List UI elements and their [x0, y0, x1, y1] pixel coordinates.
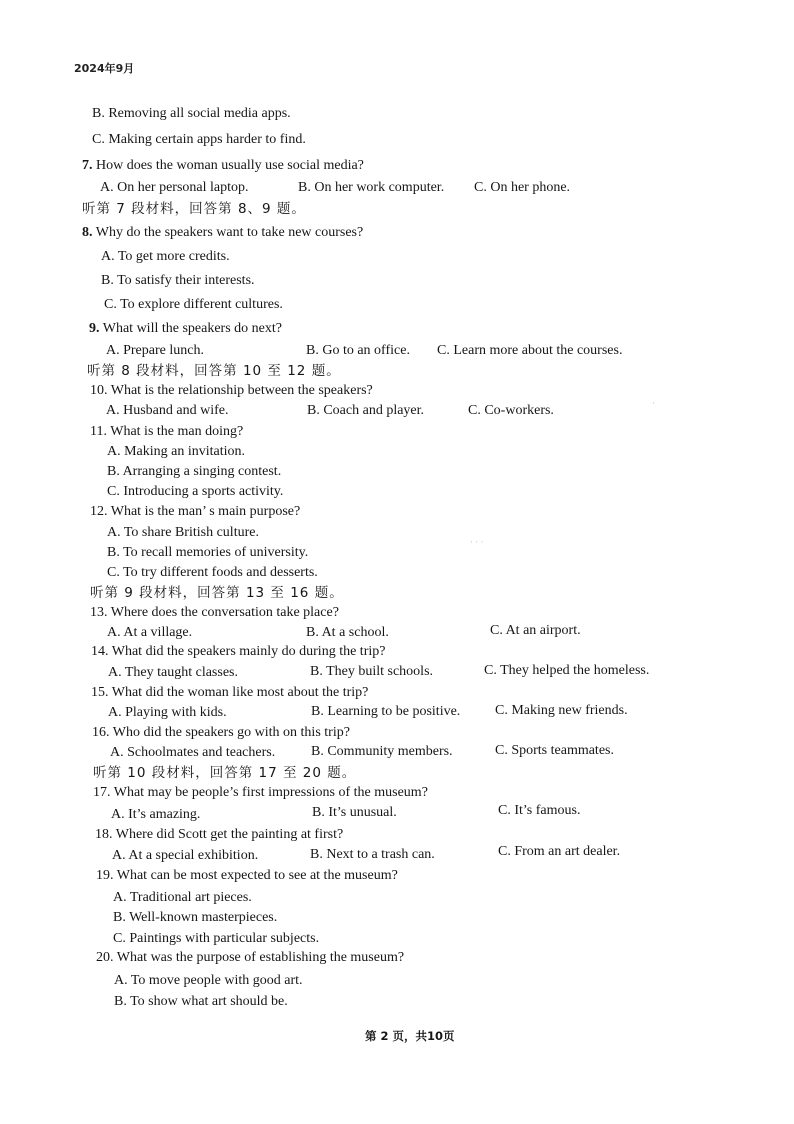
- question-7: [82, 157, 364, 175]
- question-8-number: 8.: [82, 225, 93, 240]
- question-14-text: What did the speakers mainly do during the trip?: [111, 644, 386, 659]
- option-15b: B. Learning to be positive.: [311, 704, 461, 719]
- option-11b: B. Arranging a singing contest.: [107, 464, 282, 479]
- option-20b: B. To show what art should be.: [114, 994, 288, 1009]
- section-heading-7: 听第 7 段材料，回答第 8、9 题。: [82, 201, 306, 217]
- question-10-number: 10.: [90, 383, 108, 398]
- option-13c: C. At an airport.: [490, 623, 581, 638]
- question-7-number: 7.: [82, 158, 93, 173]
- option-14c: C. They helped the homeless.: [484, 663, 650, 678]
- option-17c: C. It’s famous.: [498, 803, 581, 818]
- question-12-text: What is the man’ s main purpose?: [110, 504, 301, 519]
- question-17-number: 17.: [93, 785, 111, 800]
- option-19b: B. Well-known masterpieces.: [113, 910, 278, 925]
- option-17b: B. It’s unusual.: [312, 805, 397, 820]
- option-8a: A. To get more credits.: [101, 249, 230, 264]
- question-17-text: What may be people’s first impressions of the museum?: [113, 785, 428, 800]
- option-6c: C. Making certain apps harder to find.: [92, 132, 306, 147]
- question-20: [96, 949, 404, 967]
- question-7-text: How does the woman usually use social media?: [96, 158, 364, 173]
- page-date-header: 2024年9月: [74, 62, 135, 75]
- scan-speck: · · ·: [470, 537, 484, 547]
- question-12: [90, 503, 300, 521]
- question-11-number: 11.: [90, 424, 107, 439]
- option-12b: B. To recall memories of university.: [107, 545, 309, 560]
- option-9b: B. Go to an office.: [306, 343, 410, 358]
- question-10-text: What is the relationship between the speakers?: [110, 383, 373, 398]
- question-14: [91, 643, 385, 661]
- option-7c: C. On her phone.: [474, 180, 571, 195]
- question-9-text: What will the speakers do next?: [102, 321, 282, 336]
- section-heading-10: 听第 10 段材料，回答第 17 至 20 题。: [93, 765, 357, 781]
- scan-speck: ·: [652, 398, 655, 408]
- option-14a: A. They taught classes.: [108, 665, 238, 680]
- option-12a: A. To share British culture.: [107, 525, 259, 540]
- option-16b: B. Community members.: [311, 744, 453, 759]
- question-16-text: Who did the speakers go with on this trip?: [112, 725, 350, 740]
- option-15c: C. Making new friends.: [495, 703, 628, 718]
- option-9a: A. Prepare lunch.: [106, 343, 204, 358]
- question-13-number: 13.: [90, 605, 108, 620]
- option-6b: B. Removing all social media apps.: [92, 106, 291, 121]
- option-10b: B. Coach and player.: [307, 403, 425, 418]
- question-14-number: 14.: [91, 644, 109, 659]
- option-18b: B. Next to a trash can.: [310, 847, 435, 862]
- question-16-number: 16.: [92, 725, 110, 740]
- question-20-number: 20.: [96, 950, 114, 965]
- section-heading-8: 听第 8 段材料，回答第 10 至 12 题。: [87, 363, 341, 379]
- option-11c: C. Introducing a sports activity.: [107, 484, 284, 499]
- question-15: [91, 684, 368, 702]
- question-8-text: Why do the speakers want to take new courses?: [95, 225, 364, 240]
- question-10: [90, 382, 373, 400]
- question-9: [89, 320, 282, 338]
- question-9-number: 9.: [89, 321, 100, 336]
- option-19a: A. Traditional art pieces.: [113, 890, 252, 905]
- page-number-footer: 第 2 页，共10页: [365, 1029, 455, 1043]
- question-19-number: 19.: [96, 868, 114, 883]
- option-13b: B. At a school.: [306, 625, 389, 640]
- option-7a: A. On her personal laptop.: [100, 180, 249, 195]
- option-12c: C. To try different foods and desserts.: [107, 565, 318, 580]
- option-13a: A. At a village.: [107, 625, 193, 640]
- question-19: [96, 867, 398, 885]
- question-15-number: 15.: [91, 685, 109, 700]
- question-13-text: Where does the conversation take place?: [110, 605, 339, 620]
- question-18-text: Where did Scott get the painting at first?: [115, 827, 344, 842]
- option-15a: A. Playing with kids.: [108, 705, 227, 720]
- question-20-text: What was the purpose of establishing the museum?: [116, 950, 405, 965]
- option-20a: A. To move people with good art.: [114, 973, 303, 988]
- option-16c: C. Sports teammates.: [495, 743, 614, 758]
- option-14b: B. They built schools.: [310, 664, 434, 679]
- question-15-text: What did the woman like most about the trip?: [111, 685, 369, 700]
- question-11-text: What is the man doing?: [110, 424, 244, 439]
- question-18: [95, 826, 343, 844]
- question-17: [93, 784, 428, 802]
- option-17a: A. It’s amazing.: [111, 807, 201, 822]
- option-18c: C. From an art dealer.: [498, 844, 621, 859]
- question-12-number: 12.: [90, 504, 108, 519]
- question-19-text: What can be most expected to see at the museum?: [116, 868, 398, 883]
- option-8c: C. To explore different cultures.: [104, 297, 283, 312]
- section-heading-9: 听第 9 段材料，回答第 13 至 16 题。: [90, 585, 344, 601]
- question-13: [90, 604, 339, 622]
- option-18a: A. At a special exhibition.: [112, 848, 259, 863]
- question-11: [90, 423, 243, 441]
- option-19c: C. Paintings with particular subjects.: [113, 931, 320, 946]
- question-18-number: 18.: [95, 827, 113, 842]
- option-7b: B. On her work computer.: [298, 180, 445, 195]
- question-16: [92, 724, 350, 742]
- question-8: [82, 224, 363, 242]
- option-16a: A. Schoolmates and teachers.: [110, 745, 276, 760]
- option-9c: C. Learn more about the courses.: [437, 343, 623, 358]
- option-8b: B. To satisfy their interests.: [101, 273, 255, 288]
- option-11a: A. Making an invitation.: [107, 444, 246, 459]
- option-10c: C. Co-workers.: [468, 403, 554, 418]
- option-10a: A. Husband and wife.: [106, 403, 229, 418]
